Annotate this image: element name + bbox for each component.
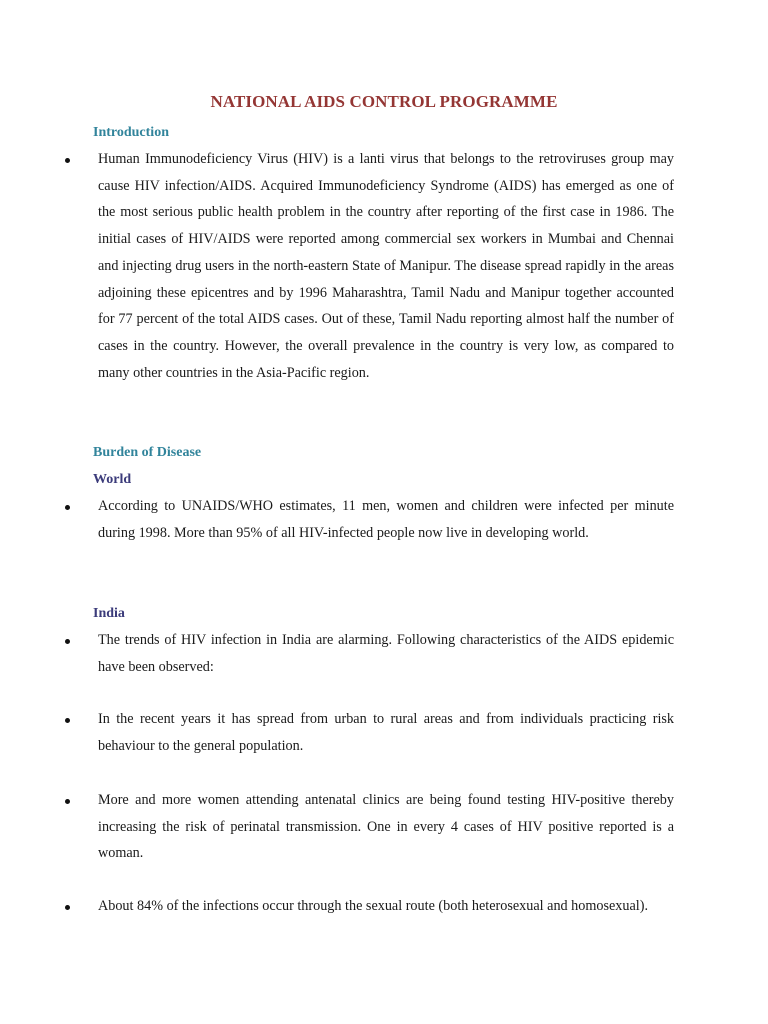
page-title: NATIONAL AIDS CONTROL PROGRAMME <box>210 92 558 111</box>
bullet-text: Human Immunodeficiency Virus (HIV) is a lanti virus that belongs to the retroviruses group may cause HIV infection/AIDS. Acquired Immunodeficiency Syndrome (AIDS) has emerged as one of the most serious public health problem in the country after reporting of the first case in 1986. The initial cases of HIV/AIDS were reported among commercial sex workers in Mumbai and Chennai and injecting drug users in the north-eastern State of Manipur. The disease spread rapidly in the areas adjoining these epicentres and by 1996 Maharashtra, Tamil Nadu and Manipur together accounted for 77 percent of the total AIDS cases. Out of these, Tamil Nadu reporting almost half the number of cases in the country. However, the overall prevalence in the country is very low, as compared to many other countries in the Asia-Pacific region. <box>98 151 674 381</box>
list-item-introduction <box>98 146 674 386</box>
list-item-india-4 <box>98 893 674 920</box>
bullet-text: More and more women attending antenatal clinics are being found testing HIV-positive thereby increasing the risk of perinatal transmission. One in every 4 cases of HIV positive reported is a woman. <box>98 792 674 862</box>
bullet-text: According to UNAIDS/WHO estimates, 11 men, women and children were infected per minute during 1998. More than 95% of all HIV-infected people now live in developing world. <box>98 498 674 541</box>
list-item-world <box>98 493 674 546</box>
list-item-india-1 <box>98 627 674 680</box>
bullet-icon <box>65 639 70 644</box>
bullet-icon <box>65 905 70 910</box>
bullet-text: The trends of HIV infection in India are alarming. Following characteristics of the AIDS epidemic have been observed: <box>98 632 674 675</box>
list-item-india-3 <box>98 787 674 867</box>
heading-introduction: Introduction <box>93 125 169 140</box>
bullet-icon <box>65 158 70 163</box>
bullet-icon <box>65 505 70 510</box>
heading-world: World <box>93 472 132 487</box>
heading-india: India <box>93 606 125 621</box>
bullet-icon <box>65 718 70 723</box>
bullet-text: In the recent years it has spread from urban to rural areas and from individuals practicing risk behaviour to the general population. <box>98 711 674 754</box>
bullet-text: About 84% of the infections occur through the sexual route (both heterosexual and homosexual). <box>98 898 649 914</box>
bullet-icon <box>65 799 70 804</box>
heading-burden-of-disease: Burden of Disease <box>93 445 202 460</box>
list-item-india-2 <box>98 706 674 759</box>
